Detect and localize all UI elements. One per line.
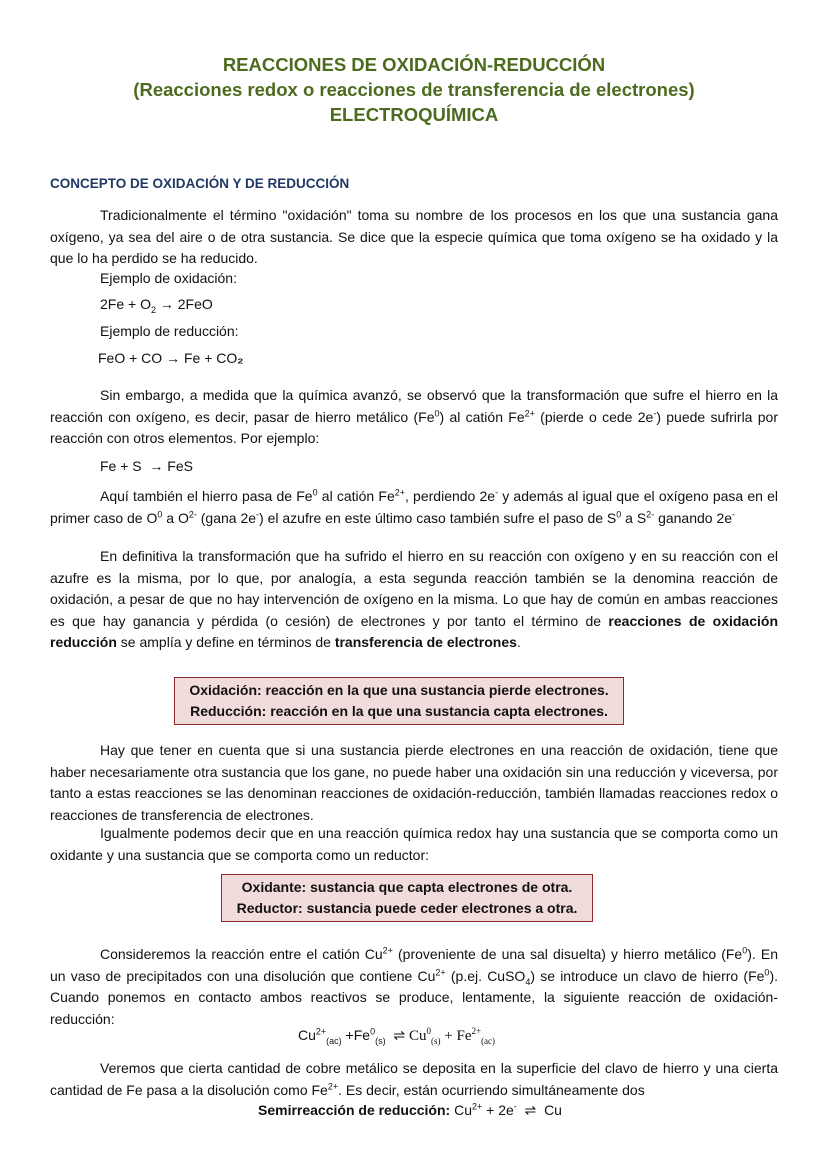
paragraph-intro: Tradicionalmente el término "oxidación" toma su nombre de los procesos en los que una sustancia gana oxígeno, ya sea del aire o de otra sustancia. Se dice que la especie química que toma oxígeno se ha oxidado y la que lo ha perdido se ha reducido. (50, 207, 778, 266)
title-line-3: ELECTROQUÍMICA (329, 104, 499, 125)
box-oxidant-definition: Oxidante: sustancia que capta electrones de otra. (241, 879, 573, 895)
equation-reduction: FeO + CO → Fe + CO₂ (98, 350, 244, 366)
document-title (0, 52, 828, 127)
equation-cu-fe: $Cu^{2+}_{(ac)} +Fe^0_{(s)}$ ⇌ $Cu^0_{(s)} + Fe^{2+}_{(ac)}$ (298, 1026, 496, 1046)
example-oxidation-label: Ejemplo de oxidación: (100, 270, 237, 286)
paragraph-definition: En definitiva la transformación que ha sufrido el hierro en su reacción con oxígeno y en su reacción con el azufre es la misma, por lo que, por analogía, a esta segunda reacción también se la denomina reacción de oxidación, a pesar de que no hay intervención de oxígeno en la misma. Lo que hay de común en ambas reacciones es que hay ganancia y pérdida (o cesión) de electrones y por tanto el término de reacciones de oxidación reducción se amplía y define en términos de transferencia de electrones. (50, 548, 779, 650)
equation-fe-s: Fe + S → FeS (100, 458, 193, 474)
box-reductor-definition: Reductor: sustancia puede ceder electrones a otra. (236, 900, 578, 916)
paragraph-oxidant-reductor: Igualmente podemos decir que en una reacción química redox hay una sustancia que se comporta como un oxidante y una sustancia que se comporta como un reductor: (50, 825, 778, 863)
definition-box-oxidant-reductor (221, 874, 593, 922)
semireaction-reduction: Semirreacción de reducción: $Cu^{2+} + 2e^-$ ⇌ Cu (258, 1101, 562, 1118)
section-heading: CONCEPTO DE OXIDACIÓN Y DE REDUCCIÓN (50, 176, 350, 191)
paragraph-copper-iron: Consideremos la reacción entre el catión $Cu^{2+}$ (proveniente de una sal disuelta) y hierro metálico (Fe$^0$). En un vaso de precipitados con una disolución que contiene $Cu^{2+}$ (p.ej. CuSO$_4$) se introduce un clavo de hierro (Fe$^0$). Cuando ponemos en contacto ambos reactivos se produce, lentamente, la siguiente reacción de oxidación-reducción: (50, 945, 778, 1027)
paragraph-copper-deposit: Veremos que cierta cantidad de cobre metálico se deposita en la superficie del clavo de hierro y una cierta cantidad de Fe pasa a la disolución como $Fe^{2+}$. Es decir, están ocurriendo simultáneamente dos (50, 1060, 778, 1098)
example-reduction-label: Ejemplo de reducción: (100, 323, 239, 339)
paragraph-iron: Sin embargo, a medida que la química avanzó, se observó que la transformación que sufre el hierro en la reacción con oxígeno, es decir, pasar de hierro metálico (Fe$^0$) al catión $Fe^{2+}$ (pierde o cede 2e-) puede sufrirla por reacción con otros elementos. Por ejemplo: (50, 387, 778, 446)
title-line-2: (Reacciones redox o reacciones de transferencia de electrones) (133, 79, 695, 100)
equation-oxidation: $2Fe + O_2 \to 2FeO$ (100, 296, 213, 315)
paragraph-sulfur: Aquí también el hierro pasa de Fe$^0$ al catión $Fe^{2+}$, perdiendo 2e- y además al igual que el oxígeno pasa en el primer caso de $O^0$ a $O^{2-}$ (gana 2e-) el azufre en este último caso también sufre el paso de $S^0$ a $S^{2-}$ ganando 2e- (50, 487, 778, 526)
title-line-1: REACCIONES DE OXIDACIÓN-REDUCCIÓN (222, 54, 606, 75)
definition-box-oxidation-reduction (174, 677, 624, 725)
box-oxidation-definition: Oxidación: reacción en la que una sustancia pierde electrones. (189, 682, 609, 698)
paragraph-redox: Hay que tener en cuenta que si una sustancia pierde electrones en una reacción de oxidación, tiene que haber necesariamente otra sustancia que los gane, no puede haber una oxidación sin una reducción y viceversa, por tanto a estas reacciones se las denominan reacciones de oxidación-reducción, también llamadas reacciones redox o reacciones de transferencia de electrones. (50, 742, 778, 823)
box-reduction-definition: Reducción: reacción en la que una sustancia capta electrones. (190, 703, 608, 719)
